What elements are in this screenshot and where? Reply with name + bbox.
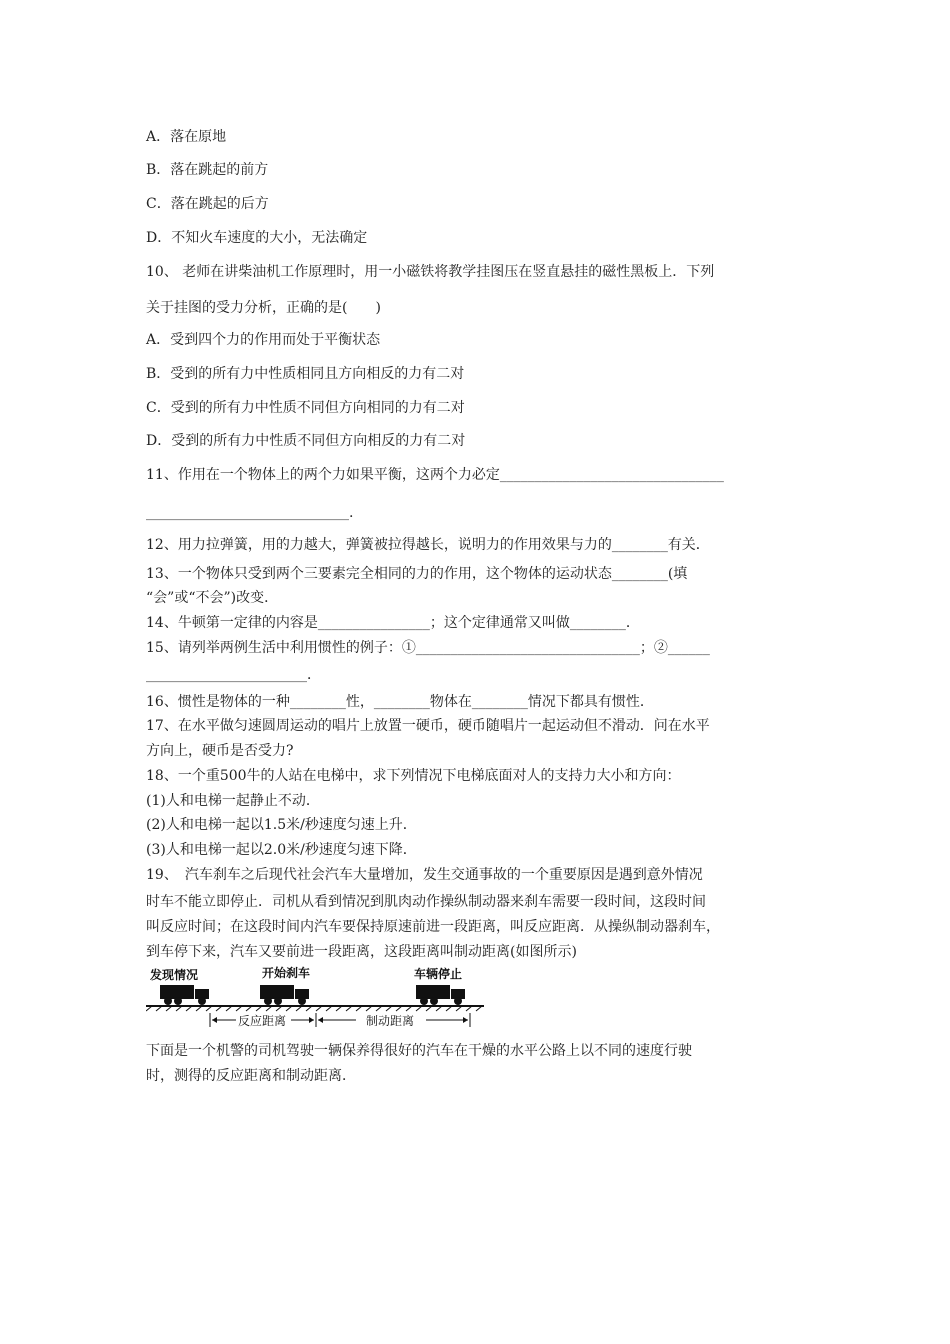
truck-1-icon	[160, 985, 209, 1005]
q19-line4: 到车停下来，汽车又要前进一段距离，这段距离叫制动距离(如图所示)	[146, 944, 577, 960]
q10-option-b: B．受到的所有力中性质相同且方向相反的力有二对	[146, 366, 465, 382]
q10-option-a: A．受到四个力的作用而处于平衡状态	[146, 332, 381, 348]
q10-option-d: D．受到的所有力中性质不同但方向相反的力有二对	[146, 433, 466, 449]
q19-line1: 19、 汽车刹车之后现代社会汽车大量增加，发生交通事故的一个重要原因是遇到意外情况	[146, 867, 703, 883]
q13-line2: “会”或“不会”)改变．	[146, 590, 279, 606]
label-found: 发现情况	[150, 968, 199, 982]
q11-line2: _____________________________.	[146, 505, 354, 521]
q11-line1: 11、作用在一个物体上的两个力如果平衡，这两个力必定________________________________	[146, 467, 724, 483]
q18-part3: (3)人和电梯一起以2.0米/秒速度匀速下降．	[146, 842, 417, 858]
q19-line6: 时，测得的反应距离和制动距离．	[146, 1068, 356, 1084]
q15-line2: _______________________．	[146, 667, 321, 683]
label-brake: 开始刹车	[262, 966, 311, 980]
q9-option-b: B．落在跳起的前方	[146, 162, 269, 178]
q18-stem: 18、一个重500牛的人站在电梯中，求下列情况下电梯底面对人的支持力大小和方向：	[146, 768, 681, 784]
q12: 12、用力拉弹簧，用的力越大，弹簧被拉得越长，说明力的作用效果与力的________有关．	[146, 537, 710, 553]
q19-line3: 叫反应时间；在这段时间内汽车要保持原速前进一段距离，叫反应距离．从操纵制动器刹车，	[146, 919, 720, 935]
label-stop: 车辆停止	[414, 967, 463, 981]
q16: 16、惯性是物体的一种________性，________物体在________情况下都具有惯性．	[146, 694, 654, 710]
q9-option-d: D．不知火车速度的大小，无法确定	[146, 230, 368, 246]
q14: 14、牛顿第一定律的内容是________________；这个定律通常又叫做________．	[146, 615, 640, 631]
q10-option-c: C．受到的所有力中性质不同但方向相同的力有二对	[146, 400, 465, 416]
q19-line2: 时车不能立即停止．司机从看到情况到肌肉动作操纵制动器来刹车需要一段时间，这段时间	[146, 894, 706, 910]
q9-option-c: C．落在跳起的后方	[146, 196, 269, 212]
label-braking-distance: 制动距离	[366, 1014, 415, 1028]
road-surface	[146, 1006, 484, 1011]
truck-3-icon	[416, 985, 465, 1005]
q13-line1: 13、一个物体只受到两个三要素完全相同的力的作用，这个物体的运动状态________(填	[146, 566, 688, 582]
q17-line1: 17、在水平做匀速圆周运动的唱片上放置一硬币，硬币随唱片一起运动但不滑动．问在水平	[146, 718, 710, 734]
label-reaction-distance: 反应距离	[238, 1014, 287, 1028]
q18-part2: (2)人和电梯一起以1.5米/秒速度匀速上升．	[146, 817, 417, 833]
q15-line1: 15、请列举两例生活中利用惯性的例子：①________________________________；②______	[146, 640, 710, 656]
q10-stem-line1: 10、 老师在讲柴油机工作原理时，用一小磁铁将教学挂图压在竖直悬挂的磁性黑板上．下列	[146, 264, 715, 280]
q9-option-a: A．落在原地	[146, 129, 227, 145]
braking-distance-diagram	[146, 965, 486, 1033]
q18-part1: (1)人和电梯一起静止不动．	[146, 793, 320, 809]
truck-2-icon	[260, 985, 309, 1005]
q19-line5: 下面是一个机警的司机驾驶一辆保养得很好的汽车在干燥的水平公路上以不同的速度行驶	[146, 1043, 692, 1059]
q10-stem-line2: 关于挂图的受力分析，正确的是( )	[146, 300, 381, 316]
q17-line2: 方向上，硬币是否受力?	[146, 743, 294, 759]
